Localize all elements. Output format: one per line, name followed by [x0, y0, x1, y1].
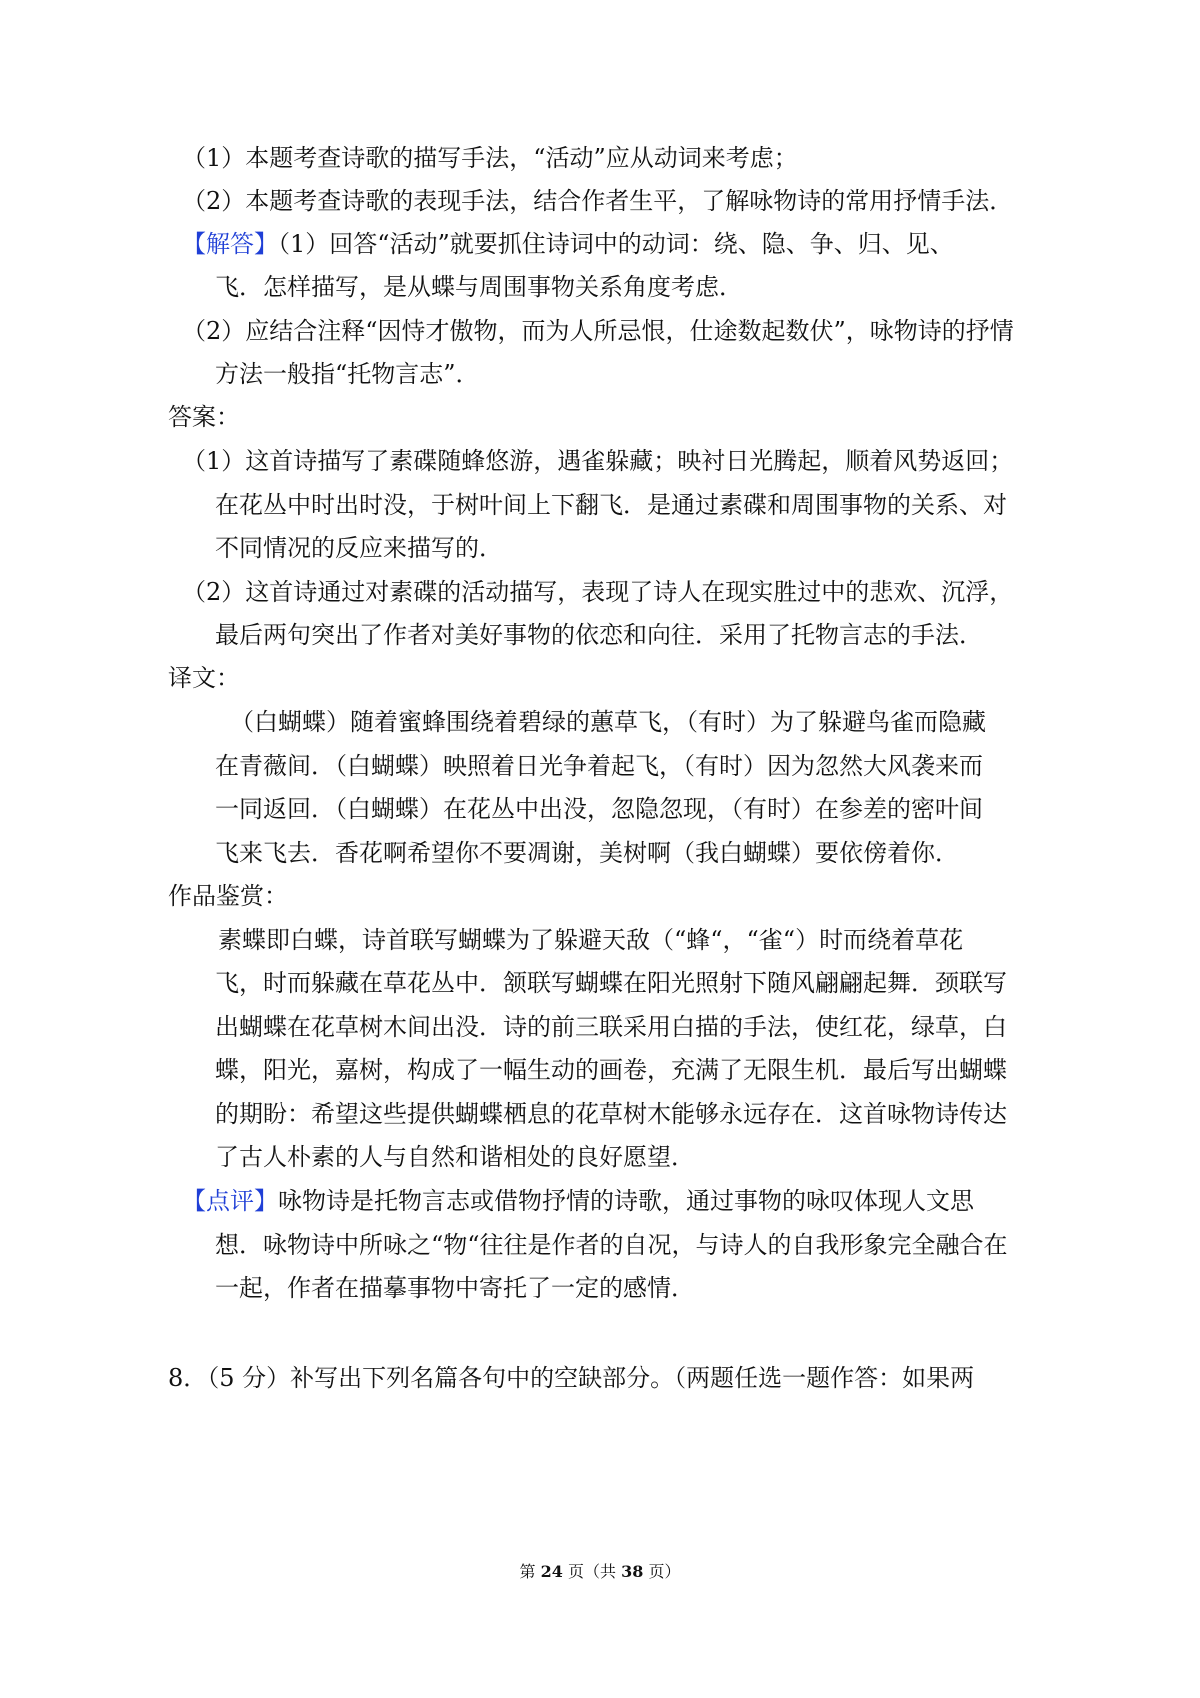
- answer-line-5: 最后两句突出了作者对美好事物的依恋和向往．采用了托物言志的手法．: [215, 621, 983, 649]
- appreciation-line-4: 蝶，阳光，嘉树，构成了一幅生动的画卷，充满了无限生机．最后写出蝴蝶: [215, 1056, 1007, 1084]
- footer-middle: 页（共: [562, 1562, 622, 1581]
- translation-line-2: 在青薇间．（白蝴蝶）映照着日光争着起飞，（有时）因为忽然大风袭来而: [215, 752, 983, 780]
- answer-line-1: （1）这首诗描写了素碟随蜂悠游，遇雀躲藏；映衬日光腾起，顺着风势返回；: [182, 447, 1014, 475]
- translation-line-3: 一同返回．（白蝴蝶）在花丛中出没，忽隐忽现，（有时）在参差的密叶间: [215, 795, 983, 823]
- solution-line-4: 方法一般指“托物言志”．: [215, 360, 480, 388]
- answer-line-2: 在花丛中时出时没，于树叶间上下翻飞．是通过素碟和周围事物的关系、对: [215, 491, 1007, 519]
- answer-line-4: （2）这首诗通过对素碟的活动描写，表现了诗人在现实胜过中的悲欢、沉浮，: [182, 578, 1014, 606]
- solution-line-1: [182, 229, 954, 259]
- comment-tag: 【点评】: [182, 1187, 278, 1215]
- comment-line-2: 想．咏物诗中所咏之“物“往往是作者的自况，与诗人的自我形象完全融合在: [215, 1231, 1008, 1259]
- footer-page-number: 24: [540, 1562, 563, 1581]
- translation-heading: 译文：: [168, 664, 240, 692]
- page-footer: [0, 1561, 1200, 1583]
- appreciation-line-1: 素蝶即白蝶，诗首联写蝴蝶为了躲避天敌（“蜂“，“雀“）时而绕着草花: [218, 926, 964, 954]
- comment-line-1: [182, 1186, 974, 1216]
- footer-suffix: 页）: [643, 1562, 681, 1581]
- question-8: 8．（5 分）补写出下列名篇各句中的空缺部分。（两题任选一题作答：如果两: [168, 1364, 975, 1392]
- answer-heading: 答案：: [168, 403, 240, 431]
- comment-line-3: 一起，作者在描摹事物中寄托了一定的感情．: [215, 1274, 695, 1302]
- appreciation-line-2: 飞，时而躲藏在草花丛中．颔联写蝴蝶在阳光照射下随风翩翩起舞．颈联写: [215, 969, 1007, 997]
- translation-line-1: （白蝴蝶）随着蜜蜂围绕着碧绿的蕙草飞，（有时）为了躲避鸟雀而隐藏: [230, 708, 986, 736]
- answer-line-3: 不同情况的反应来描写的．: [215, 534, 503, 562]
- appreciation-line-3: 出蝴蝶在花草树木间出没．诗的前三联采用白描的手法，使红花，绿草，白: [215, 1013, 1007, 1041]
- appreciation-line-6: 了古人朴素的人与自然和谐相处的良好愿望．: [215, 1143, 695, 1171]
- comment-text-1: 咏物诗是托物言志或借物抒情的诗歌，通过事物的咏叹体现人文思: [278, 1187, 974, 1215]
- solution-line-2: 飞．怎样描写，是从蝶与周围事物关系角度考虑．: [215, 273, 743, 301]
- translation-line-4: 飞来飞去．香花啊希望你不要凋谢，美树啊（我白蝴蝶）要依傍着你．: [215, 839, 959, 867]
- footer-prefix: 第: [519, 1562, 541, 1581]
- solution-text-1a: （1）回答“活动”就要抓住诗词中的动词：绕、隐、争、归、见、: [278, 230, 954, 258]
- appreciation-heading: 作品鉴赏：: [168, 882, 288, 910]
- footer-total-pages: 38: [621, 1562, 644, 1581]
- analysis-line-1: （1）本题考查诗歌的描写手法，“活动”应从动词来考虑；: [182, 144, 798, 172]
- appreciation-line-5: 的期盼：希望这些提供蝴蝶栖息的花草树木能够永远存在．这首咏物诗传达: [215, 1100, 1007, 1128]
- solution-line-3: （2）应结合注释“因恃才傲物，而为人所忌恨，仕途数起数伏”，咏物诗的抒情: [182, 317, 1014, 345]
- solution-tag: 【解答】: [182, 230, 278, 258]
- analysis-line-2: （2）本题考查诗歌的表现手法，结合作者生平，了解咏物诗的常用抒情手法．: [182, 187, 1014, 215]
